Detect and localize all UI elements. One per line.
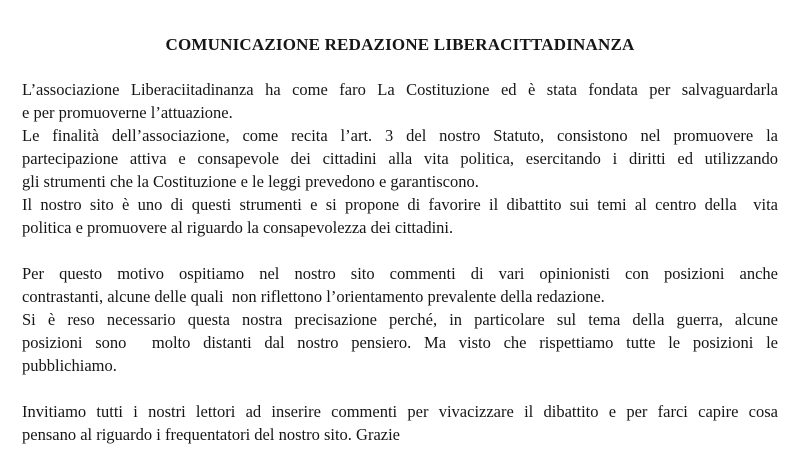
text-line: gli strumenti che la Costituzione e le leggi prevedono e garantiscono. (22, 172, 479, 191)
paragraph-invito (22, 400, 778, 446)
text-line: partecipazione attiva e consapevole dei cittadini alla vita politica, esercitando i diritti ed utilizzando (22, 149, 778, 168)
text-line: Per questo motivo ospitiamo nel nostro sito commenti di vari opinionisti con posizioni anche (22, 264, 778, 283)
text-line: Il nostro sito è uno di questi strumenti e si propone di favorire il dibattito sui temi al centro della vita (22, 195, 778, 214)
text-line: Invitiamo tutti i nostri lettori ad inserire commenti per vivacizzare il dibattito e per farci capire cosa (22, 402, 778, 421)
text-line: e per promuoverne l’attuazione. (22, 103, 233, 122)
text-line: Le finalità dell’associazione, come recita l’art. 3 del nostro Statuto, consistono nel promuovere la (22, 126, 778, 145)
document-title: COMUNICAZIONE REDAZIONE LIBERACITTADINANZA (165, 35, 635, 54)
text-line: pensano al riguardo i frequentatori del nostro sito. Grazie (22, 425, 401, 444)
text-line: posizioni sono molto distanti dal nostro pensiero. Ma visto che rispettiamo tutte le posizioni le (22, 333, 778, 352)
text-line: contrastanti, alcune delle quali non riflettono l’orientamento prevalente della redazione. (22, 287, 605, 306)
text-line: pubblichiamo. (22, 356, 117, 375)
text-line: Si è reso necessario questa nostra precisazione perché, in particolare sul tema della guerra, alcune (22, 310, 778, 329)
paragraph-intro (22, 78, 778, 239)
text-line: L’associazione Liberaciitadinanza ha come faro La Costituzione ed è stata fondata per salvaguardarla (22, 80, 778, 99)
paragraph-motivo (22, 262, 778, 377)
text-line: politica e promuovere al riguardo la consapevolezza dei cittadini. (22, 218, 454, 237)
